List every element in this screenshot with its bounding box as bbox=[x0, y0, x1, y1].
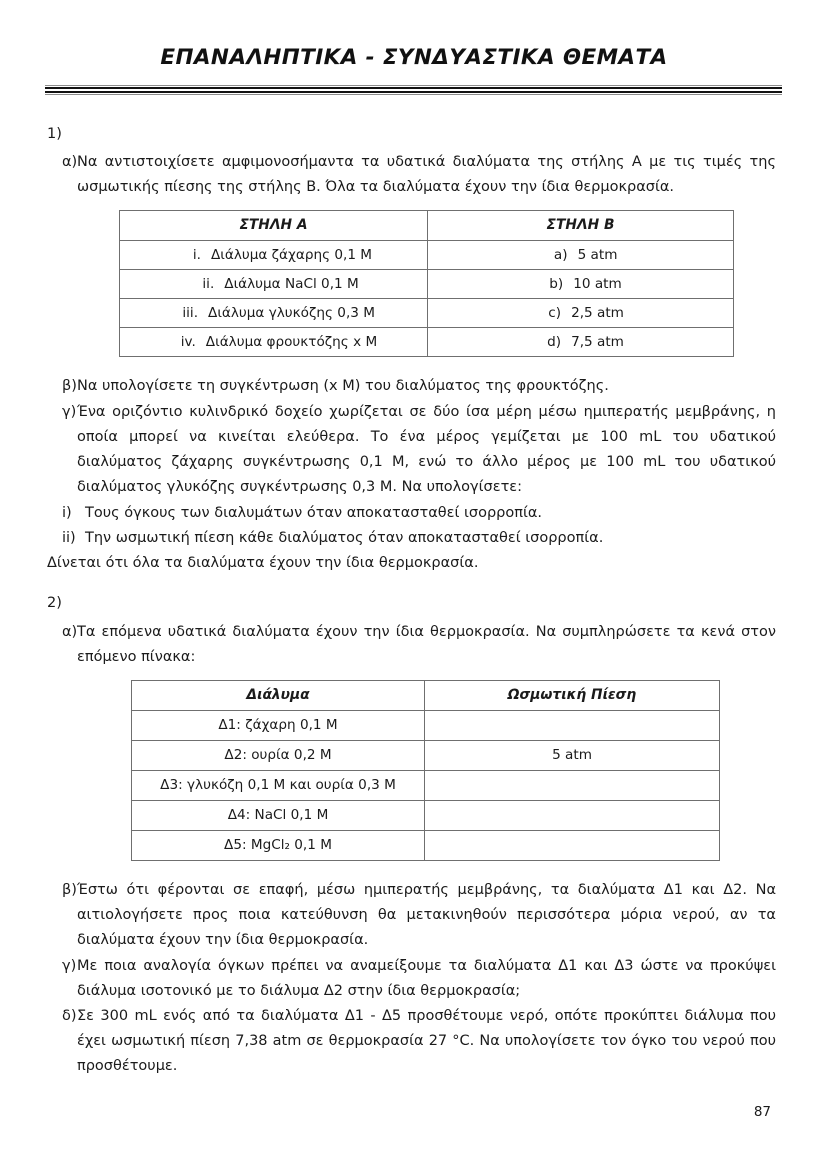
table-row bbox=[120, 269, 734, 298]
exercise-2-item-c-marker: γ) bbox=[62, 957, 77, 974]
item-text: 10 atm bbox=[573, 275, 622, 292]
table-row bbox=[132, 830, 720, 860]
exercise-2-item-b bbox=[47, 878, 776, 953]
header-divider bbox=[45, 85, 782, 95]
table-header-column-a: ΣΤΗΛΗ Α bbox=[120, 210, 428, 240]
table-cell-column-b bbox=[428, 269, 734, 298]
exercise-2-item-d-marker: δ) bbox=[62, 1008, 77, 1025]
table-row bbox=[132, 740, 720, 770]
exercise-1-item-a bbox=[47, 150, 776, 200]
table-cell-osmotic-pressure[interactable]: 5 atm bbox=[425, 740, 720, 770]
item-label: c) bbox=[548, 304, 562, 321]
spacer bbox=[47, 575, 776, 595]
item-label: ii. bbox=[202, 275, 215, 292]
item-text: 2,5 atm bbox=[571, 304, 624, 321]
item-text: Διάλυμα φρουκτόζης x M bbox=[205, 333, 378, 350]
table-row bbox=[120, 240, 734, 269]
table-cell-osmotic-pressure[interactable] bbox=[425, 800, 720, 830]
item-label: d) bbox=[547, 333, 562, 350]
table-header-solution: Διάλυμα bbox=[132, 680, 425, 710]
exercise-1-item-c-subitem-ii-marker: ii) bbox=[62, 529, 76, 546]
table-row bbox=[120, 210, 734, 240]
exercise-1-item-b bbox=[47, 374, 776, 399]
page-title: ΕΠΑΝΑΛΗΠΤΙΚΑ - ΣΥΝΔΥΑΣΤΙΚΑ ΘΕΜΑΤΑ bbox=[160, 45, 668, 70]
table-row bbox=[132, 800, 720, 830]
table-header-osmotic-pressure: Ωσμωτική Πίεση bbox=[425, 680, 720, 710]
item-label: a) bbox=[553, 246, 568, 263]
exercise-2-item-a-marker: α) bbox=[62, 623, 78, 640]
exercise-1-item-c-subitem-i-text: Τους όγκους των διαλυμάτων όταν αποκατασταθεί ισορροπία. bbox=[85, 504, 543, 521]
table-cell-column-b bbox=[428, 327, 734, 356]
page-number: 87 bbox=[753, 1104, 771, 1120]
table-cell-osmotic-pressure[interactable] bbox=[425, 770, 720, 800]
exercise-2 bbox=[47, 595, 776, 1079]
exercise-1-item-c-subitem-i-marker: i) bbox=[62, 504, 72, 521]
table-row bbox=[120, 327, 734, 356]
document-content bbox=[0, 126, 828, 1080]
table-row bbox=[132, 770, 720, 800]
exercise-1-item-b-marker: β) bbox=[62, 377, 77, 394]
exercise-1-item-c bbox=[47, 400, 776, 500]
exercise-2-item-a bbox=[47, 620, 776, 670]
exercise-2-item-d bbox=[47, 1004, 776, 1079]
exercise-2-item-a-text: Τα επόμενα υδατικά διαλύματα έχουν την ίδια θερμοκρασία. Να συμπληρώσετε τα κενά στον επόμενο πίνακα: bbox=[77, 623, 776, 665]
item-label: i. bbox=[192, 246, 201, 263]
exercise-2-item-d-text: Σε 300 mL ενός από τα διαλύματα Δ1 - Δ5 προσθέτουμε νερό, οπότε προκύπτει διάλυμα που έχει ωσμωτική πίεση 7,38 atm σε θερμοκρασία 27 °C. Να υπολογίσετε τον όγκο του νερού που προσθέτουμε. bbox=[77, 1008, 776, 1075]
table-cell-osmotic-pressure[interactable] bbox=[425, 830, 720, 860]
item-label: iv. bbox=[180, 333, 196, 350]
table-cell-column-a bbox=[120, 327, 428, 356]
exercise-2-item-c bbox=[47, 954, 776, 1004]
item-label: iii. bbox=[182, 304, 199, 321]
table-cell-column-b bbox=[428, 298, 734, 327]
exercise-1-number: 1) bbox=[47, 125, 62, 142]
table-header-column-b: ΣΤΗΛΗ Β bbox=[428, 210, 734, 240]
table-cell-solution: Δ5: MgCl₂ 0,1 M bbox=[132, 830, 425, 860]
table-cell-solution: Δ3: γλυκόζη 0,1 M και ουρία 0,3 M bbox=[132, 770, 425, 800]
spacer bbox=[47, 357, 776, 374]
table-row bbox=[132, 710, 720, 740]
table-columns-match-wrap bbox=[47, 201, 776, 357]
exercise-2-item-b-text: Έστω ότι φέρονται σε επαφή, μέσω ημιπερατής μεμβράνης, τα διαλύματα Δ1 και Δ2. Να αιτιολογήσετε προς ποια κατεύθυνση θα μετακινηθούν περισσότερα μόρια νερού, αν τα διαλύματα έχουν την ίδια θερμοκρασία. bbox=[77, 881, 776, 948]
exercise-1-item-c-subitem-ii-text: Την ωσμωτική πίεση κάθε διαλύματος όταν αποκατασταθεί ισορροπία. bbox=[85, 529, 604, 546]
table-row bbox=[120, 298, 734, 327]
table-cell-column-a bbox=[120, 240, 428, 269]
exercise-1-item-c-subitem-ii bbox=[47, 526, 776, 551]
exercise-2-item-b-marker: β) bbox=[62, 881, 77, 898]
divider-line-4 bbox=[45, 94, 782, 95]
table-cell-solution: Δ4: NaCl 0,1 M bbox=[132, 800, 425, 830]
item-text: 5 atm bbox=[577, 246, 618, 263]
table-row bbox=[132, 680, 720, 710]
page-header bbox=[0, 0, 828, 95]
exercise-1-item-a-marker: α) bbox=[62, 154, 78, 171]
exercise-2-number: 2) bbox=[47, 595, 62, 612]
item-text: 7,5 atm bbox=[571, 333, 624, 350]
table-solutions bbox=[131, 680, 720, 861]
table-cell-solution: Δ2: ουρία 0,2 M bbox=[132, 740, 425, 770]
table-columns-match bbox=[119, 210, 734, 357]
table-cell-column-a bbox=[120, 298, 428, 327]
exercise-1-item-a-text: Να αντιστοιχίσετε αμφιμονοσήμαντα τα υδατικά διαλύματα της στήλης Α με τις τιμές της ωσμωτικής πίεσης της στήλης Β. Όλα τα διαλύματα έχουν την ίδια θερμοκρασία. bbox=[77, 154, 776, 196]
item-label: b) bbox=[549, 275, 564, 292]
item-text: Διάλυμα NaCl 0,1 M bbox=[224, 275, 359, 292]
table-cell-solution: Δ1: ζάχαρη 0,1 M bbox=[132, 710, 425, 740]
exercise-1-item-c-marker: γ) bbox=[62, 403, 77, 420]
spacer bbox=[47, 861, 776, 878]
table-cell-osmotic-pressure[interactable] bbox=[425, 710, 720, 740]
exercise-1-item-c-text: Ένα οριζόντιο κυλινδρικό δοχείο χωρίζεται σε δύο ίσα μέρη μέσω ημιπερατής μεμβράνης, η οποία μπορεί να κινείται ελεύθερα. Το ένα μέρος γεμίζεται με 100 mL του υδατικού διαλύματος ζάχαρης συγκέντρωσης 0,1 Μ, ενώ το άλλο μέρος με 100 mL του υδατικού διαλύματος γλυκόζης συγκέντρωσης 0,3 Μ. Να υπολογίσετε: bbox=[77, 403, 776, 495]
exercise-1 bbox=[47, 126, 776, 576]
exercise-1-item-c-subitem-i bbox=[47, 501, 776, 526]
item-text: Διάλυμα ζάχαρης 0,1 M bbox=[210, 246, 373, 263]
exercise-1-note: Δίνεται ότι όλα τα διαλύματα έχουν την ίδια θερμοκρασία. bbox=[47, 554, 479, 571]
exercise-1-item-b-text: Να υπολογίσετε τη συγκέντρωση (x M) του διαλύματος της φρουκτόζης. bbox=[77, 377, 609, 394]
table-solutions-wrap bbox=[47, 671, 776, 861]
item-text: Διάλυμα γλυκόζης 0,3 M bbox=[208, 304, 375, 321]
table-cell-column-b bbox=[428, 240, 734, 269]
table-cell-column-a bbox=[120, 269, 428, 298]
exercise-2-item-c-text: Με ποια αναλογία όγκων πρέπει να αναμείξουμε τα διαλύματα Δ1 και Δ3 ώστε να προκύψει διάλυμα ισοτονικό με το διάλυμα Δ2 στην ίδια θερμοκρασία; bbox=[77, 957, 776, 999]
